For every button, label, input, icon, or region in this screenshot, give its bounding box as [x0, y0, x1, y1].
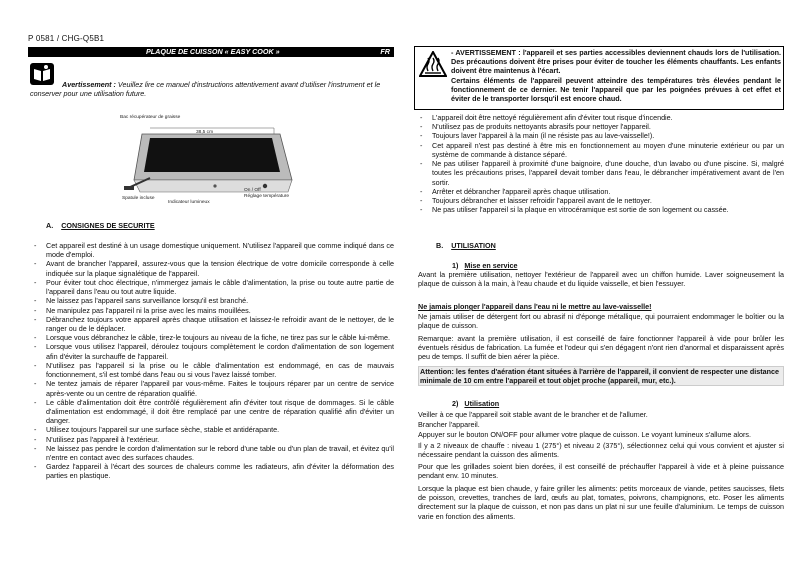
subsection-2-number: 2)	[452, 399, 459, 408]
subsection-2-heading	[452, 399, 499, 408]
intro-warning-text: Veuillez lire ce manuel d'instructions attentivement avant d'utiliser l'instrument et le conserver pour une utilisation future.	[30, 80, 381, 99]
no-abrasive-paragraph: Ne jamais utiliser de détergent fort ou abrasif ni d'éponge métallique, qui pourraient endommager le boîtier ou la plaque de cuisson.	[418, 312, 784, 331]
list-item: - Utilisez toujours l'appareil sur une surface sèche, stable et antidérapante.	[28, 425, 394, 434]
hot-surface-warning-box	[414, 46, 784, 110]
list-item: - Ne tentez jamais de réparer l'appareil par vous-même. Faites le toujours réparer par un centre de service après-vente ou un centre de réparation qualifié.	[28, 379, 394, 397]
usage-step-grill: Lorsque la plaque est bien chaude, y faire griller les aliments: petits morceaux de viande, petites saucisses, filets de poisson, crevettes, tranches de lard, œufs au plat, tomates, poivrons, champignons, etc. Poser les aliments directement sur la plaque de cuisson, et non pas dans un plat ni sur une feuille d'aluminium. Le temps de cuisson varie en fonction des aliments.	[418, 484, 784, 521]
intro-warning-label: Avertissement :	[62, 80, 116, 89]
first-use-paragraph: Avant la première utilisation, nettoyer l'extérieur de l'appareil avec un chiffon humide. Laver soigneusement la plaque de cuisson à la main, à l'eau chaude et du liquide vaisselle, et bien l'essuyer.	[418, 270, 784, 289]
usage-step-stable: Veiller à ce que l'appareil soit stable avant de le brancher et de l'allumer.	[418, 410, 648, 419]
list-item: - Arrêter et débrancher l'appareil après chaque utilisation.	[414, 187, 784, 196]
list-item: - Débranchez toujours votre appareil après chaque utilisation et laissez-le refroidir avant de le nettoyer, de le ranger ou de le déplacer.	[28, 315, 394, 333]
section-b-title: UTILISATION	[451, 241, 496, 250]
list-item: - Ne manipulez pas l'appareil ni la prise avec les mains mouillées.	[28, 306, 394, 315]
list-item: - Ne laissez pas l'appareil sans surveillance lorsqu'il est branché.	[28, 296, 394, 305]
hot-surface-warning-text	[451, 48, 781, 103]
document-title: PLAQUE DE CUISSON « EASY COOK »	[146, 47, 280, 56]
list-item: - Le câble d'alimentation doit être contrôlé régulièrement afin d'éviter tout risque de dommages. Si le câble d'alimentation est endommagé, il doit être remplacé par une centre de réparation qualifié afin d'éviter un danger.	[28, 398, 394, 426]
list-item: - Lorsque vous débranchez le câble, tirez-le toujours au niveau de la fiche, ne tirez pas sur le câble lui-même.	[28, 333, 394, 342]
intro-warning	[30, 80, 396, 98]
no-immersion-warning: Ne jamais plonger l'appareil dans l'eau ni le mettre au lave-vaisselle!	[418, 302, 652, 311]
section-a-title: CONSIGNES DE SECURITE	[61, 221, 155, 230]
usage-step-preheat: Pour que les grillades soient bien dorées, il est conseillé de préchauffer l'appareil à vide et à pleine puissance pendant env. 10 minutes.	[418, 462, 784, 481]
list-item: - Toujours laver l'appareil à la main (il ne résiste pas au lave-vaisselle!).	[414, 131, 784, 140]
list-item: - N'utilisez pas l'appareil si la prise ou le câble d'alimentation est endommagé, en cas de mauvais fonctionnement, s'il est tombé dans l'eau ou si vous l'avez laissé tomber.	[28, 361, 394, 379]
list-item: - L'appareil doit être nettoyé régulièrement afin d'éviter tout risque d'incendie.	[414, 113, 784, 122]
list-item: - Toujours débrancher et laisser refroidir l'appareil avant de le nettoyer.	[414, 196, 784, 205]
cooking-plate-drawing	[120, 112, 320, 207]
list-item: - Cet appareil est destiné à un usage domestique uniquement. N'utilisez l'appareil que comme indiqué dans ce mode d'emploi.	[28, 241, 394, 259]
list-item: - Lorsque vous utilisez l'appareil, déroulez toujours complètement le cordon d'alimentation de son logement afin d'éviter la surchauffe de l'appareil.	[28, 342, 394, 360]
cleaning-safety-list	[414, 113, 784, 214]
usage-step-plug: Brancher l'appareil.	[418, 420, 480, 429]
remark-paragraph: Remarque: avant la première utilisation, il est conseillé de faire fonctionner l'appareil à vide pour brûler les éventuels résidus de fabrication. La fumée et l'odeur qui s'en dégagent n'ont rien d'anormal et disparaissent après peu de temps. Il suffit de bien aérer la pièce.	[418, 334, 784, 362]
list-item: - Avant de brancher l'appareil, assurez-vous que la tension électrique de votre domicile correspondе à celle indiquée sur la plaque signalétique de l'appareil.	[28, 259, 394, 277]
usage-step-onoff: Appuyer sur le bouton ON/OFF pour allumer votre plaque de cuisson. Le voyant lumineux s'allume alors.	[418, 430, 751, 439]
ventilation-attention: Attention: les fentes d'aération étant situées à l'arrière de l'appareil, il convient de respecter une distance minimale de 10 cm entre l'appareil et tout objet proche (appareil, mur, etc.).	[418, 366, 784, 386]
label-temperature: Réglage température	[244, 194, 290, 199]
section-b-letter: B.	[436, 241, 444, 250]
label-onoff: On / Off	[244, 188, 261, 193]
section-b-heading	[436, 241, 496, 250]
subsection-1-heading	[452, 261, 518, 270]
list-item: - Cet appareil n'est pas destiné à être mis en fonctionnement au moyen d'une minuterie extérieur ou par un système de commande à distance séparé.	[414, 141, 784, 159]
section-a-heading	[46, 221, 155, 230]
language-code: FR	[380, 47, 390, 56]
label-indicator-light: Indicateur lumineux	[168, 200, 210, 205]
label-grease-tray: Bac récupérateur de graisse	[120, 115, 181, 120]
subsection-1-title: Mise en service	[464, 261, 518, 270]
section-a-letter: A.	[46, 221, 54, 230]
safety-list	[28, 241, 394, 481]
subsection-2-title: Utilisation	[464, 399, 500, 408]
list-item: - Gardez l'appareil à l'écart des sources de chaleurs comme les radiateurs, afin d'éviter la déformation des parties en plastique.	[28, 462, 394, 480]
list-item: - Ne pas utiliser l'appareil si la plaque en vitrocéramique est sortie de son logement ou cassée.	[414, 205, 784, 214]
usage-step-levels: Il y a 2 niveaux de chauffe : niveau 1 (275°) et niveau 2 (375°), sélectionnez celui qui vous convient et ajuster si nécessaire pendant la cuisson des aliments.	[418, 441, 784, 460]
list-item: - Ne laissez pas pendre le cordon d'alimentation sur le rebord d'une table ou d'un plan de travail, et évitez qu'il n'entre en contact avec des surfaces chaudes.	[28, 444, 394, 462]
subsection-1-number: 1)	[452, 261, 459, 270]
hot-surface-icon	[419, 51, 447, 77]
warning-line-2: Certains éléments de l'appareil peuvent atteindre des températures très élevées pendant le fonctionnement de ce dernier. Ne tenir l'appareil que par les poignées prévues à cet effet et éviter de le transporter lorsqu'il est encore chaud.	[451, 75, 781, 104]
list-item: - Ne pas utiliser l'appareil à proximité d'une baignoire, d'une douche, d'un lavabo ou d'une piscine. Si, malgré toutes les précautions prises, l'appareil devait tomber dans l'eau, le débrancher impérativement avant de l'en sortir.	[414, 159, 784, 187]
list-item: - N'utilisez pas l'appareil à l'extérieur.	[28, 435, 394, 444]
warning-line-1: - AVERTISSEMENT : l'appareil et ses parties accessibles deviennent chauds lors de l'utilisation. Des précautions doivent être prises pour éviter de toucher les éléments chauffants. Les enfants doivent être maintenus à l'écart.	[451, 48, 781, 76]
list-item: - N'utilisez pas de produits nettoyants abrasifs pour nettoyer l'appareil.	[414, 122, 784, 131]
list-item: - Pour éviter tout choc électrique, n'immergez jamais le câble d'alimentation, la prise ou toute autre partie de l'appareil dans l'eau ou tout autre liquide.	[28, 278, 394, 296]
document-reference: P 0581 / CHG-Q5B1	[28, 34, 105, 43]
label-dimension: 38,5 cm	[196, 130, 214, 135]
product-illustration	[120, 112, 320, 207]
label-spatula: Spatule incluse	[122, 196, 155, 201]
title-bar	[28, 47, 394, 57]
